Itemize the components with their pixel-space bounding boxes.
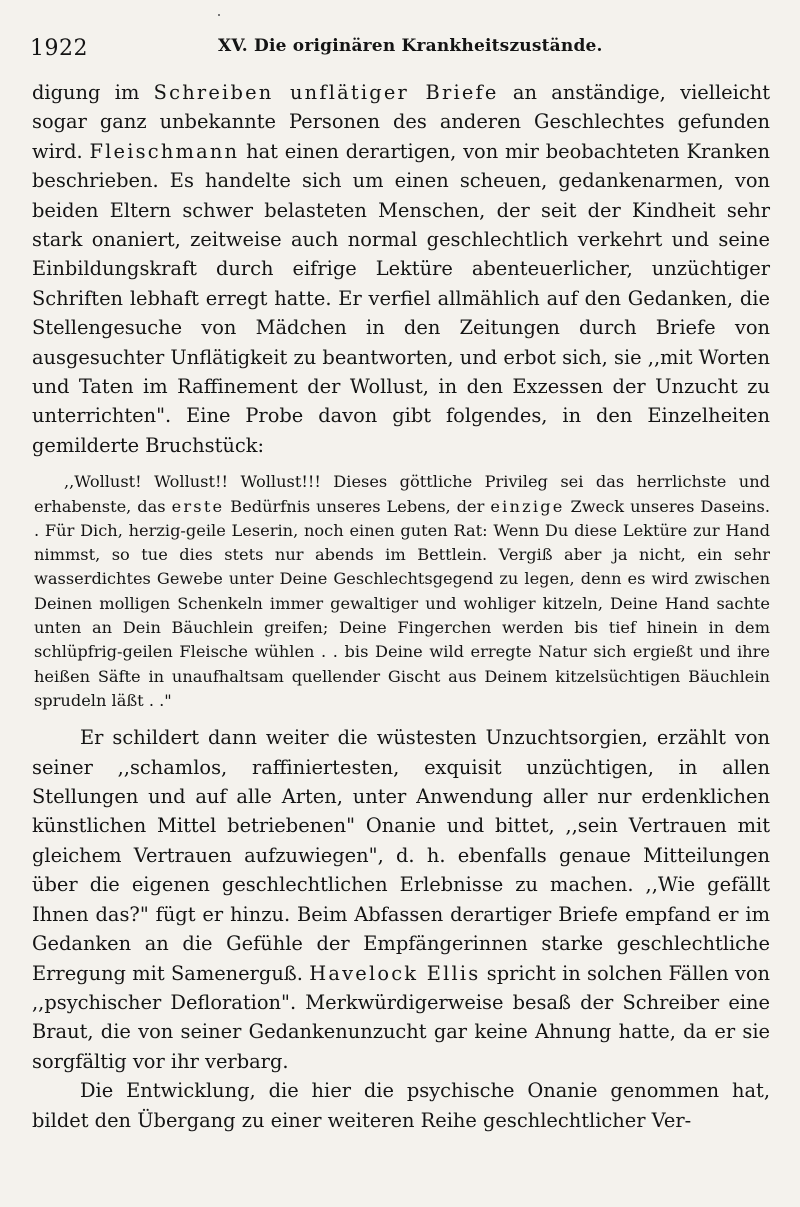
quote-text-b: Bedürfnis unseres Lebens, der <box>224 496 491 516</box>
paragraph-2 <box>32 723 770 1076</box>
print-speck <box>218 14 220 16</box>
paragraph-1-text-c: hat einen derartigen, von mir beobachteten Kranken beschrieben. Es handelte sich um einen scheuen, gedankenarmen, von beiden Eltern schwer belasteten Menschen, der seit der Kindheit sehr stark onaniert, zeitweise auch normal geschlechtlich verkehrt und seine Einbildungskraft durch eifrige Lektüre abenteuerlicher, unzüchtiger Schriften lebhaft erregt hatte. Er verfiel allmählich auf den Gedanken, die Stellengesuche von Mädchen in den Zeitungen durch Briefe von ausgesuchter Unflätigkeit zu beantworten, und erbot sich, sie ,,mit Worten und Taten im Raffinement der Wollust, in den Exzessen der Unzucht zu unterrichten". Eine Probe davon gibt folgendes, in den Einzelheiten gemilderte Bruchstück: <box>32 139 770 457</box>
paragraph-2-text-b: spricht in solchen Fällen von ,,psychischer Defloration". Merkwürdigerweise besaß der Schreiber eine Braut, die von seiner Gedankenunzucht gar keine Ahnung hatte, da er sie sorgfältig vor ihr verbarg. <box>32 961 771 1073</box>
page-header <box>30 36 770 66</box>
page-number: 1922 <box>30 36 88 61</box>
emphasis-fleischmann: Fleischmann <box>89 139 240 163</box>
paragraph-2-text-a: Er schildert dann weiter die wüstesten Unzuchtsorgien, erzählt von seiner ,,schamlos, raffiniertesten, exquisit unzüchtigen, in allen Stellungen und auf alle Arten, unter Anwendung aller nur erdenklichen künstlichen Mittel betriebenen" Onanie und bittet, ,,sein Vertrauen mit gleichem Vertrauen aufzuwiegen", d. h. ebenfalls genaue Mitteilungen über die eigenen geschlechtlichen Erlebnisse zu machen. ,,Wie gefällt Ihnen das?" fügt er hinzu. Beim Abfassen derartiger Briefe empfand er im Gedanken an die Gefühle der Empfängerinnen starke geschlechtliche Erregung mit Samenerguß. <box>32 726 770 985</box>
body-text <box>32 78 770 1135</box>
paragraph-1-text-b: an anständige, vielleicht sogar ganz unbekannte Personen des anderen Geschlechtes gefunden wird. <box>32 81 770 163</box>
paragraph-1-text-a: digung im <box>32 81 154 104</box>
emphasis-erste: erste <box>171 496 225 516</box>
paragraph-1 <box>32 78 770 460</box>
running-head: XV. Die originären Krankheitszustände. <box>218 36 603 56</box>
quoted-letter <box>32 470 770 713</box>
paragraph-3: Die Entwicklung, die hier die psychische Onanie genommen hat, bildet den Übergang zu einer weiteren Reihe geschlechtlicher Ver- <box>32 1079 770 1132</box>
quote-text-a: ,,Wollust! Wollust!! Wollust!!! Dieses göttliche Privileg sei das herrlichste und erhabenste, das <box>34 472 770 516</box>
emphasis-einzige: einzige <box>490 496 565 516</box>
emphasis-schreiben-briefe: Schreiben unflätiger Briefe <box>153 81 499 104</box>
emphasis-havelock-ellis: Havelock Ellis <box>309 961 481 985</box>
quote-text-c: Zweck unseres Daseins. . Für Dich, herzig-geile Leserin, noch einen guten Rat: Wenn Du diese Lektüre zur Hand nimmst, so tue dies stets nur abends im Bettlein. Vergiß aber ja nicht, ein sehr wasserdichtes Gewebe unter Deine Geschlechtsgegend zu legen, denn es wird zwischen Deinen molligen Schenkeln immer gewaltiger und wohliger kitzeln, Deine Hand sachte unten an Dein Bäuchlein greifen; Deine Fingerchen werden bis tief hinein in dem schlüpfrig-geilen Fleische wühlen . . bis Deine wild erregte Natur sich ergießt und ihre heißen Säfte in unaufhaltsam quellender Gischt aus Deinem kitzelsüchtigen Bäuchlein sprudeln läßt . ." <box>34 496 770 710</box>
